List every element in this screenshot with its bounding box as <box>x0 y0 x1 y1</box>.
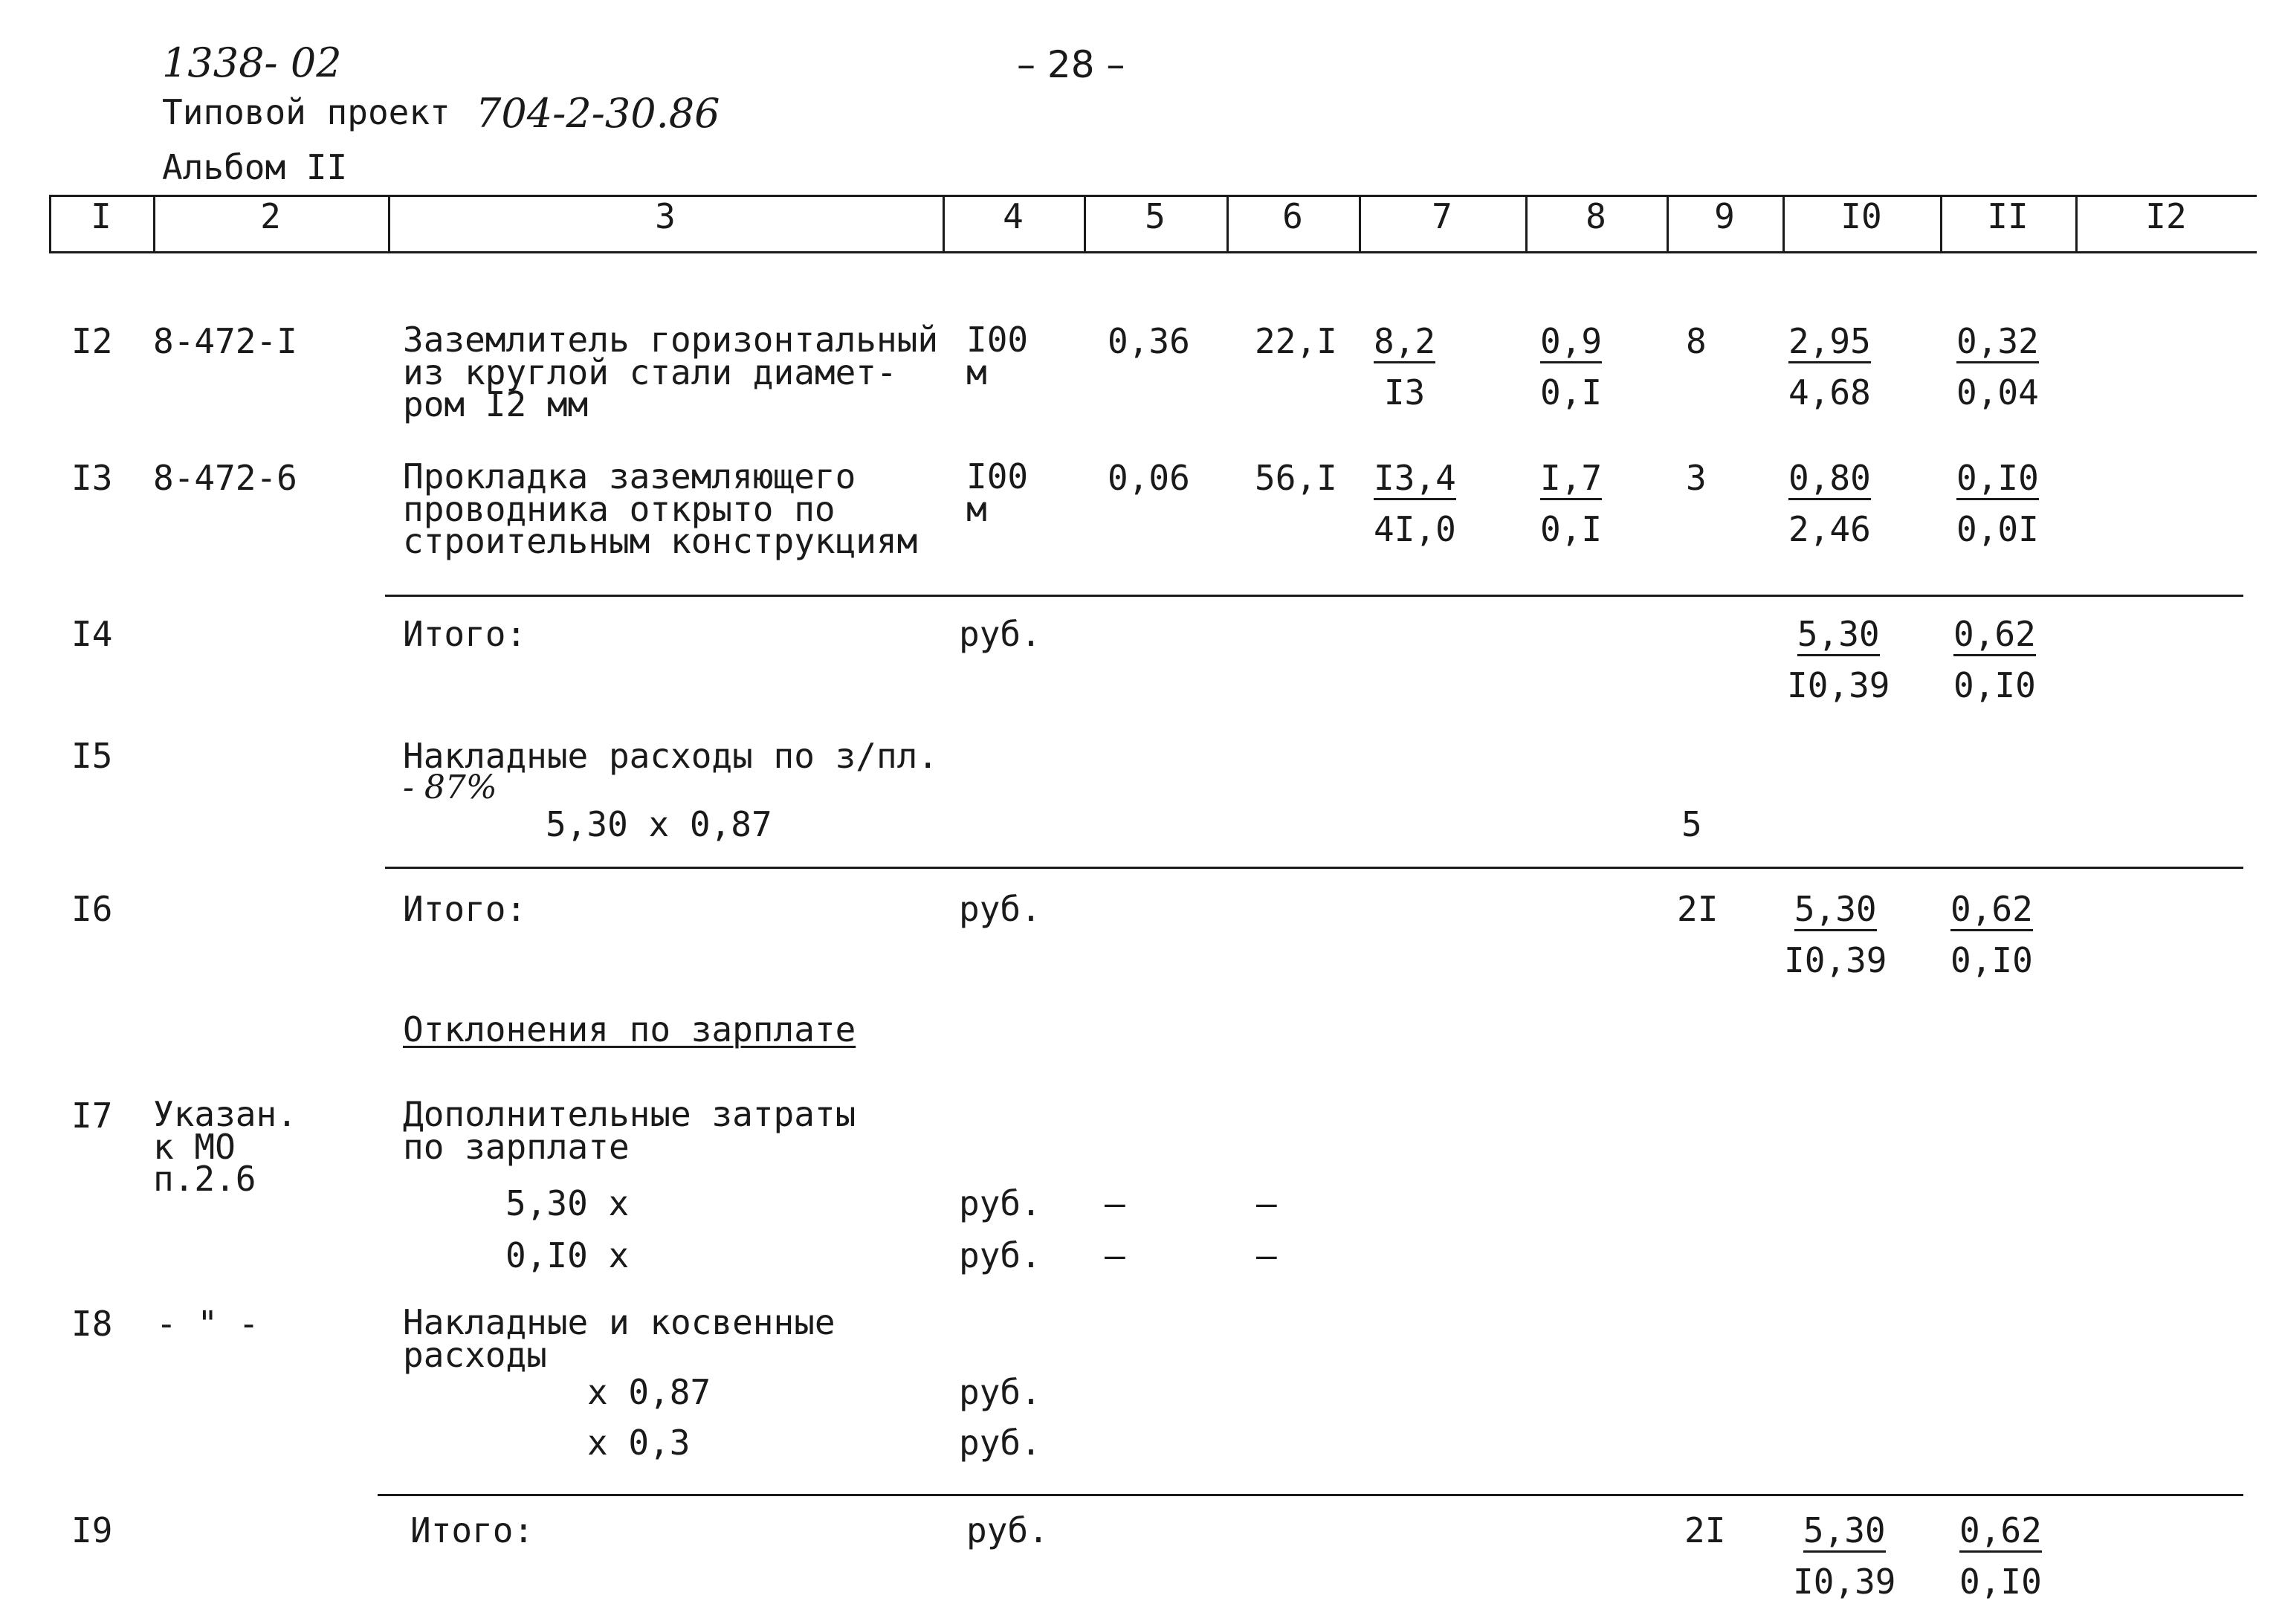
row-code: 8-472-I <box>153 321 297 361</box>
row-unit: руб. <box>959 614 1041 654</box>
fraction-bottom: 0,04 <box>1956 372 2039 413</box>
document-code: 1338- 02 <box>162 39 342 86</box>
row-note: - 87% <box>403 769 497 806</box>
row-col6: 22,I <box>1255 321 1337 361</box>
row-col11-fraction <box>1959 1510 2042 1602</box>
fraction-bottom: 0,I0 <box>1959 1562 2042 1602</box>
column-header-6: 6 <box>1282 196 1303 236</box>
page-number: – 28 – <box>1017 43 1125 86</box>
row-unit: руб. <box>959 1183 1041 1223</box>
row-col7-fraction <box>1374 458 1456 549</box>
fraction-top: 5,30 <box>1797 617 1880 656</box>
row-col9: 3 <box>1686 458 1707 498</box>
row-calculation: 5,30 x <box>505 1183 630 1223</box>
row-number: I3 <box>71 458 113 498</box>
row-col10-fraction <box>1787 614 1890 705</box>
row-description: Дополнительные затраты по зарплате <box>403 1094 856 1167</box>
row-description: Итого: <box>403 614 527 654</box>
row-description: Итого: <box>410 1510 534 1550</box>
row-code: 8-472-6 <box>153 458 297 498</box>
project-number: 704-2-30.86 <box>476 90 720 137</box>
row-calculation: 0,I0 x <box>505 1235 630 1275</box>
row-col5: 0,36 <box>1108 321 1190 361</box>
fraction-bottom: 0,I <box>1540 509 1603 549</box>
row-col11-fraction <box>1953 614 2036 705</box>
row-col10-fraction <box>1788 458 1871 549</box>
fraction-top: 8,2 <box>1374 324 1435 363</box>
column-header-12: I2 <box>2145 196 2187 236</box>
column-header-11: II <box>1987 196 2029 236</box>
row-unit: I00 м <box>966 456 1029 529</box>
fraction-top: 0,9 <box>1540 324 1602 363</box>
fraction-top: 5,30 <box>1803 1513 1886 1553</box>
column-header-4: 4 <box>1003 196 1024 236</box>
row-number: I2 <box>71 321 113 361</box>
column-header-3: 3 <box>655 196 676 236</box>
row-col11-fraction <box>1956 321 2039 413</box>
row-number: I8 <box>71 1304 113 1344</box>
fraction-bottom: 0,I0 <box>1950 940 2033 980</box>
column-header-7: 7 <box>1432 196 1452 236</box>
fraction-bottom: 0,I <box>1540 372 1603 413</box>
row-unit: руб. <box>959 889 1041 929</box>
row-code: Указан. к МО п.2.6 <box>153 1094 297 1200</box>
row-code: - " - <box>156 1304 259 1344</box>
row-unit: руб. <box>959 1235 1041 1275</box>
section-rule <box>385 867 2243 869</box>
column-header-9: 9 <box>1714 196 1735 236</box>
header-bottom-rule <box>49 251 2257 253</box>
fraction-bottom: 4,68 <box>1788 372 1871 413</box>
fraction-top: 0,62 <box>1950 892 2033 931</box>
fraction-top: I3,4 <box>1374 461 1456 500</box>
fraction-top: 2,95 <box>1788 324 1871 363</box>
column-header-1: I <box>91 196 111 236</box>
row-col9: 8 <box>1686 321 1707 361</box>
row-description: Накладные и косвенные расходы <box>403 1302 835 1375</box>
row-description: Накладные расходы по з/пл. <box>403 736 939 776</box>
row-unit: руб. <box>959 1372 1041 1412</box>
fraction-bottom: I3 <box>1383 372 1426 413</box>
row-col9: 2I <box>1677 889 1719 929</box>
row-col7-fraction <box>1374 321 1436 413</box>
row-number: I9 <box>71 1510 113 1550</box>
section-heading: Отклонения по зарплате <box>403 1009 856 1049</box>
row-calculation: 5,30 x 0,87 <box>546 804 772 844</box>
row-col5: 0,06 <box>1108 458 1190 498</box>
row-col8-fraction <box>1540 321 1603 413</box>
fraction-top: 0,32 <box>1956 324 2039 363</box>
row-unit: I00 м <box>966 320 1029 392</box>
row-col5: – <box>1105 1183 1125 1223</box>
row-col6: – <box>1256 1183 1277 1223</box>
row-col6: – <box>1256 1235 1277 1275</box>
row-col9: 5 <box>1681 804 1702 844</box>
row-number: I4 <box>71 614 113 654</box>
row-col11-fraction <box>1950 889 2033 980</box>
fraction-top: I,7 <box>1540 461 1602 500</box>
fraction-bottom: 0,0I <box>1956 509 2039 549</box>
row-calculation: x 0,87 <box>587 1372 711 1412</box>
fraction-bottom: 4I,0 <box>1374 509 1456 549</box>
project-label: Типовой проект <box>162 92 450 132</box>
row-col5: – <box>1105 1235 1125 1275</box>
section-rule <box>385 595 2243 597</box>
column-header-10: I0 <box>1840 196 1882 236</box>
column-header-8: 8 <box>1586 196 1606 236</box>
fraction-top: 0,62 <box>1959 1513 2042 1553</box>
row-col8-fraction <box>1540 458 1603 549</box>
fraction-bottom: 0,I0 <box>1953 665 2036 705</box>
row-unit: руб. <box>959 1423 1041 1463</box>
album-label: Альбом II <box>162 147 348 187</box>
fraction-bottom: I0,39 <box>1793 1562 1896 1602</box>
column-header-2: 2 <box>260 196 281 236</box>
row-col10-fraction <box>1788 321 1871 413</box>
row-number: I7 <box>71 1096 113 1136</box>
fraction-top: 0,62 <box>1953 617 2036 656</box>
row-unit: руб. <box>966 1510 1049 1550</box>
row-calculation: x 0,3 <box>587 1423 691 1463</box>
section-rule <box>378 1494 2243 1496</box>
row-description: Итого: <box>403 889 527 929</box>
fraction-bottom: I0,39 <box>1787 665 1890 705</box>
fraction-top: 5,30 <box>1794 892 1877 931</box>
fraction-bottom: I0,39 <box>1784 940 1887 980</box>
row-description: Заземлитель горизонтальный из круглой стали диамет- ром I2 мм <box>403 320 939 425</box>
column-header-5: 5 <box>1145 196 1166 236</box>
row-col11-fraction <box>1956 458 2039 549</box>
fraction-top: 0,I0 <box>1956 461 2039 500</box>
row-col10-fraction <box>1793 1510 1896 1602</box>
fraction-top: 0,80 <box>1788 461 1871 500</box>
row-number: I5 <box>71 736 113 776</box>
row-col10-fraction <box>1784 889 1887 980</box>
row-description: Прокладка заземляющего проводника открыто по строительным конструкциям <box>403 456 918 562</box>
row-col9: 2I <box>1684 1510 1726 1550</box>
row-col6: 56,I <box>1255 458 1337 498</box>
row-number: I6 <box>71 889 113 929</box>
fraction-bottom: 2,46 <box>1788 509 1871 549</box>
